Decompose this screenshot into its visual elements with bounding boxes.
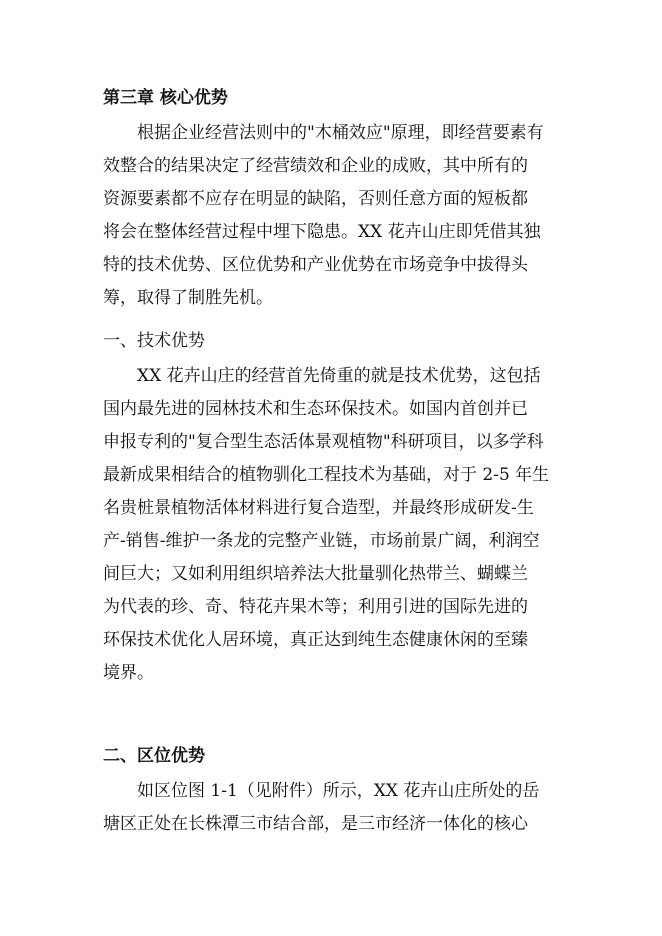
section-title-location: 二、区位优势 bbox=[103, 746, 205, 766]
technology-line: 名贵桩景植物活体材料进行复合造型，并最终形成研发-生 bbox=[103, 498, 534, 518]
location-line: 如区位图 1-1（见附件）所示，XX 花卉山庄所处的岳 bbox=[137, 781, 540, 801]
intro-line: 效整合的结果决定了经营绩效和企业的成败，其中所有的 bbox=[103, 156, 528, 176]
technology-line: 为代表的珍、奇、特花卉果木等；利用引进的国际先进的 bbox=[103, 597, 528, 617]
intro-paragraph bbox=[103, 117, 573, 315]
technology-line: 申报专利的"复合型生态活体景观植物"科研项目，以多学科 bbox=[103, 432, 544, 452]
intro-line: 将会在整体经营过程中埋下隐患。XX 花卉山庄即凭借其独 bbox=[103, 222, 541, 242]
technology-line: XX 花卉山庄的经营首先倚重的就是技术优势，这包括 bbox=[137, 366, 541, 386]
location-line: 塘区正处在长株潭三市结合部，是三市经济一体化的核心 bbox=[103, 814, 528, 834]
technology-line: 间巨大；又如利用组织培养法大批量驯化热带兰、蝴蝶兰 bbox=[103, 564, 528, 584]
technology-line: 产-销售-维护一条龙的完整产业链，市场前景广阔，利润空 bbox=[103, 531, 540, 551]
technology-paragraph bbox=[103, 360, 573, 690]
technology-line: 境界。 bbox=[103, 663, 154, 683]
location-paragraph bbox=[103, 775, 573, 841]
technology-line: 国内最先进的园林技术和生态环保技术。如国内首创并已 bbox=[103, 399, 528, 419]
intro-line: 筹，取得了制胜先机。 bbox=[103, 288, 273, 308]
technology-line: 环保技术优化人居环境，真正达到纯生态健康休闲的至臻 bbox=[103, 630, 528, 650]
intro-line: 资源要素都不应存在明显的缺陷，否则任意方面的短板都 bbox=[103, 189, 528, 209]
technology-line: 最新成果相结合的植物驯化工程技术为基础，对于 2-5 年生 bbox=[103, 465, 550, 485]
chapter-title: 第三章 核心优势 bbox=[103, 88, 228, 108]
section-title-technology: 一、技术优势 bbox=[103, 331, 205, 351]
intro-line: 特的技术优势、区位优势和产业优势在市场竞争中拔得头 bbox=[103, 255, 528, 275]
intro-line: 根据企业经营法则中的"木桶效应"原理，即经营要素有 bbox=[137, 123, 544, 143]
